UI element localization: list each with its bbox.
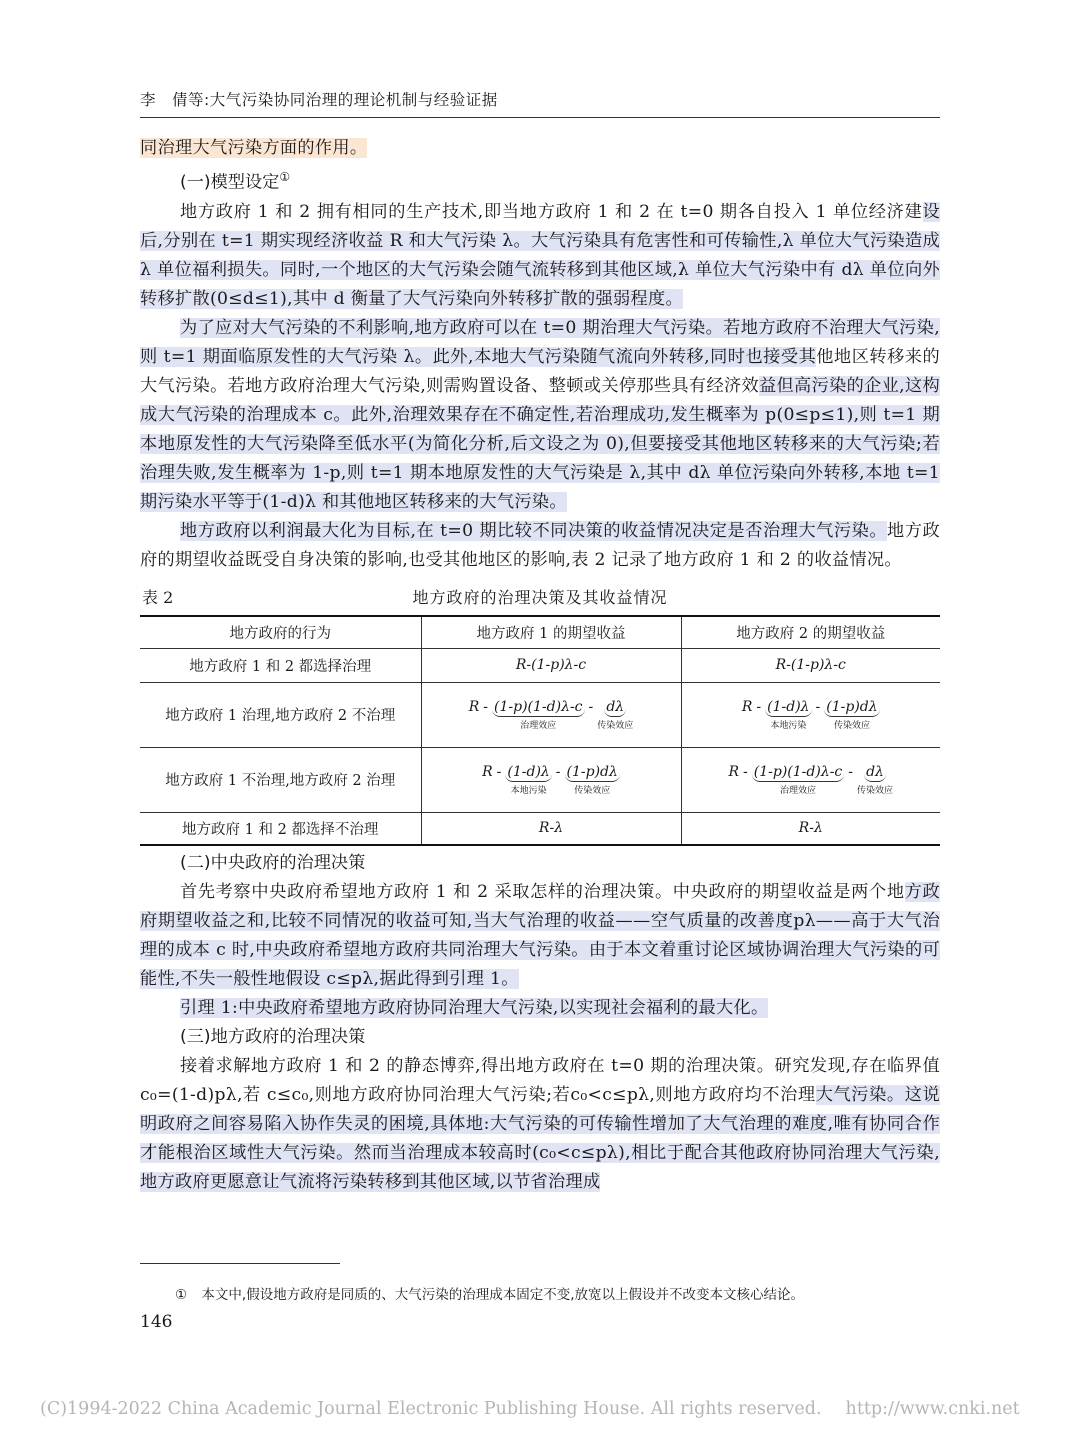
footnote-ref[interactable]: ① bbox=[279, 170, 291, 184]
footnote-text: 本文中,假设地方政府是同质的、大气污染的治理成本固定不变,放宽以上假设并不改变本文核心结论。 bbox=[201, 1287, 804, 1303]
cell-formula: R-(1-p)λ-c bbox=[421, 648, 681, 682]
table-row bbox=[140, 648, 940, 682]
row-label: 地方政府 1 不治理,地方政府 2 治理 bbox=[140, 747, 421, 812]
table-number: 表 2 bbox=[142, 587, 174, 607]
section-heading-2: (二)中央政府的治理决策 bbox=[180, 853, 366, 874]
section-heading-3: (三)地方政府的治理决策 bbox=[180, 1027, 366, 1048]
footnote bbox=[175, 1283, 804, 1303]
row-label: 地方政府 1 治理,地方政府 2 不治理 bbox=[140, 682, 421, 747]
brace-spillover-effect: (1-p)dλ 传染效应 bbox=[566, 763, 618, 796]
row-label: 地方政府 1 和 2 都选择不治理 bbox=[140, 812, 421, 845]
footnote-rule bbox=[140, 1263, 340, 1264]
returns-table bbox=[140, 615, 940, 847]
header-gov1: 地方政府 1 的期望收益 bbox=[421, 616, 681, 649]
section-heading-1: (一)模型设定① bbox=[180, 170, 291, 193]
cell-formula: R-λ bbox=[421, 812, 681, 845]
cell-formula: R-(1-p)λ-c bbox=[681, 648, 940, 682]
page-number: 146 bbox=[140, 1312, 173, 1332]
cell-formula: R - (1-p)(1-d)λ-c 治理效应 - dλ 传染效应 bbox=[681, 747, 940, 812]
para-1: 地方政府 1 和 2 拥有相同的生产技术,即当地方政府 1 和 2 在 t=0 期各自投入 1 单位经济建设后,分别在 t=1 期实现经济收益 R 和大气污染 λ。大气污染具有危害性和可传输性,λ 单位大气污染造成 λ 单位福利损失。同时,一个地区的大气污染会随气流转移到其他区域,λ 单位大气污染中有 dλ 单位向外转移扩散(0≤d≤1),其中 d 衡量了大气污染向外转移扩散的强弱程度。 bbox=[140, 201, 940, 309]
cell-formula: R-λ bbox=[681, 812, 940, 845]
main-content bbox=[140, 134, 940, 1197]
brace-governance-effect: (1-p)(1-d)λ-c 治理效应 bbox=[753, 763, 843, 796]
cell-formula: R - (1-d)λ 本地污染 - (1-p)dλ 传染效应 bbox=[421, 747, 681, 812]
brace-spillover-effect: dλ 传染效应 bbox=[597, 698, 634, 731]
table-title: 地方政府的治理决策及其收益情况 bbox=[412, 587, 668, 607]
row-label: 地方政府 1 和 2 都选择治理 bbox=[140, 648, 421, 682]
brace-spillover-effect: (1-p)dλ 传染效应 bbox=[826, 698, 878, 731]
footnote-mark: ① bbox=[175, 1287, 188, 1303]
para-0: 同治理大气污染方面的作用。 bbox=[140, 138, 368, 158]
brace-local-pollution: (1-d)λ 本地污染 bbox=[767, 698, 810, 731]
copyright-watermark: (C)1994-2022 China Academic Journal Electronic Publishing House. All rights reserved. http://www.cnki.net bbox=[40, 1399, 1020, 1419]
table-caption bbox=[140, 581, 940, 611]
cnki-link[interactable]: http://www.cnki.net bbox=[845, 1399, 1020, 1419]
para-4: 首先考察中央政府希望地方政府 1 和 2 采取怎样的治理决策。中央政府的期望收益是两个地方政府期望收益之和,比较不同情况的收益可知,当大气治理的收益——空气质量的改善度pλ——高于大气治理的成本 c 时,中央政府希望地方政府共同治理大气污染。由于本文着重讨论区域协调治理大气污染的可能性,不失一般性地假设 c≤pλ,据此得到引理 1。 bbox=[140, 882, 940, 990]
table-header-row bbox=[140, 616, 940, 649]
cell-formula: R - (1-p)(1-d)λ-c 治理效应 - dλ 传染效应 bbox=[421, 682, 681, 747]
header-action: 地方政府的行为 bbox=[140, 616, 421, 649]
para-5: 接着求解地方政府 1 和 2 的静态博弈,得出地方政府在 t=0 期的治理决策。研究发现,存在临界值c₀=(1-d)pλ,若 c≤c₀,则地方政府协同治理大气污染;若c₀<c≤pλ,则地方政府均不治理大气污染。这说明政府之间容易陷入协作失灵的困境,具体地:大气污染的可传输性增加了大气治理的难度,唯有协同合作才能根治区域性大气污染。然而当治理成本较高时(c₀<c≤pλ),相比于配合其他政府协同治理大气污染,地方政府更愿意让气流将污染转移到其他区域,以节省治理成 bbox=[140, 1056, 941, 1193]
header-rule bbox=[140, 117, 940, 118]
para-2: 为了应对大气污染的不利影响,地方政府可以在 t=0 期治理大气污染。若地方政府不治理大气污染,则 t=1 期面临原发性的大气污染 λ。此外,本地大气污染随气流向外转移,同时也接受其他地区转移来的大气污染。若地方政府治理大气污染,则需购置设备、整顿或关停那些具有经济效益但高污染的企业,这构成大气污染的治理成本 c。此外,治理效果存在不确定性,若治理成功,发生概率为 p(0≤p≤1),则 t=1 期本地原发性的大气污染降至低水平(为简化分析,后文设之为 0),但要接受其他地区转移来的大气污染;若治理失败,发生概率为 1-p,则 t=1 期本地原发性的大气污染是 λ,其中 dλ 单位污染向外转移,本地 t=1 期污染水平等于(1-d)λ 和其他地区转移来的大气污染。 bbox=[140, 317, 940, 512]
running-header: 李 倩等:大气污染协同治理的理论机制与经验证据 bbox=[140, 91, 498, 109]
para-3: 地方政府以利润最大化为目标,在 t=0 期比较不同决策的收益情况决定是否治理大气污染。地方政府的期望收益既受自身决策的影响,也受其他地区的影响,表 2 记录了地方政府 1 和 2 的收益情况。 bbox=[140, 520, 940, 570]
header-gov2: 地方政府 2 的期望收益 bbox=[681, 616, 940, 649]
lemma-1: 引理 1:中央政府希望地方政府协同治理大气污染,以实现社会福利的最大化。 bbox=[180, 998, 769, 1019]
brace-local-pollution: (1-d)λ 本地污染 bbox=[507, 763, 550, 796]
cell-formula: R - (1-d)λ 本地污染 - (1-p)dλ 传染效应 bbox=[681, 682, 940, 747]
brace-spillover-effect: dλ 传染效应 bbox=[857, 763, 894, 796]
table-row bbox=[140, 747, 940, 812]
table-row bbox=[140, 812, 940, 845]
table-row bbox=[140, 682, 940, 747]
brace-governance-effect: (1-p)(1-d)λ-c 治理效应 bbox=[494, 698, 583, 731]
